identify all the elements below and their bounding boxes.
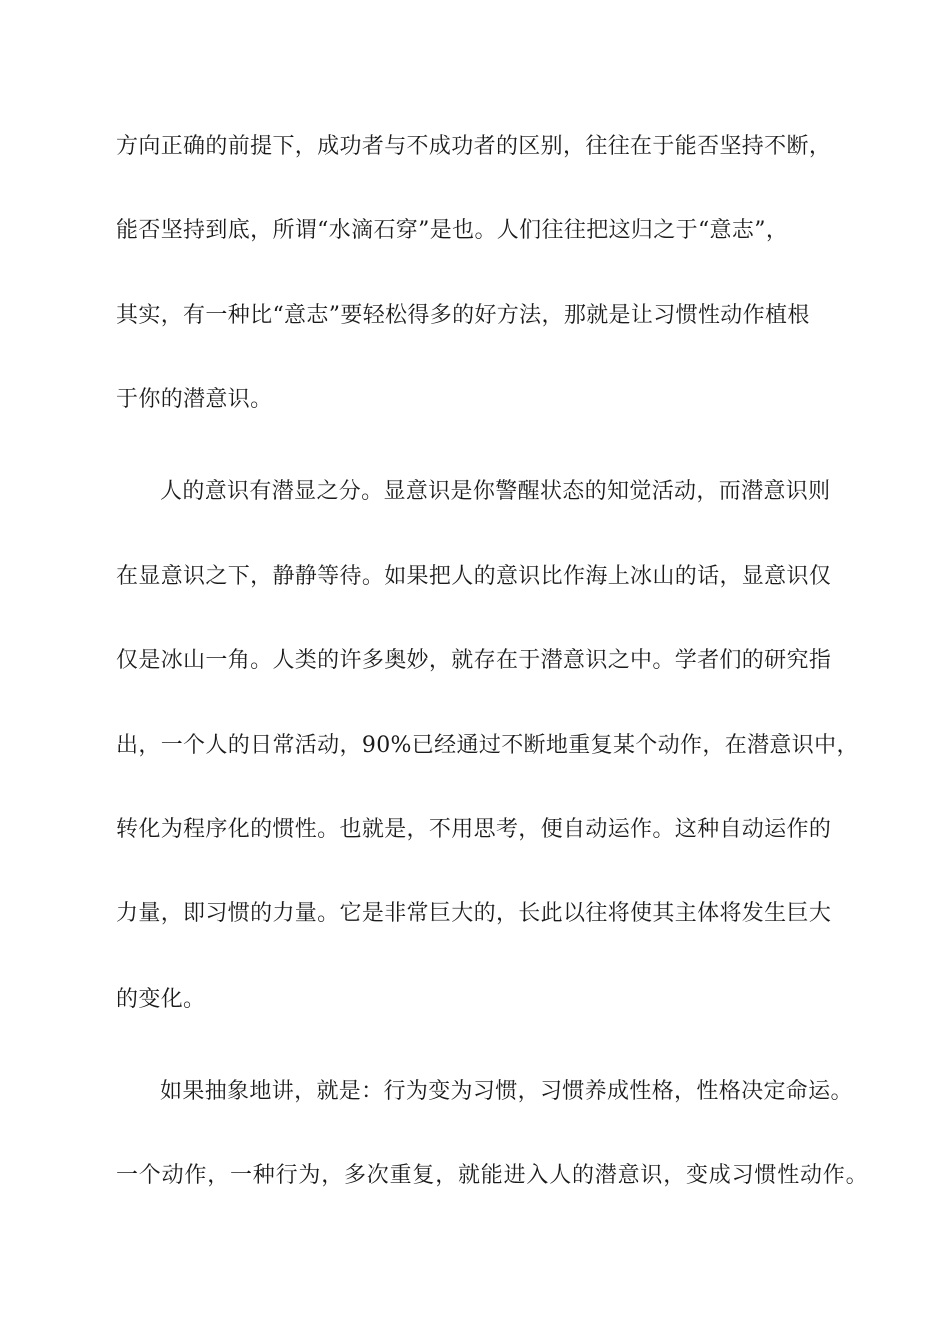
- paragraph-1-line-2: 能否坚持到底，所谓“水滴石穿”是也。人们往往把这归之于“意志”，: [116, 218, 789, 243]
- paragraph-2-line-3: 仅是冰山一角。人类的许多奥妙，就存在于潜意识之中。学者们的研究指: [116, 648, 832, 673]
- paragraph-2-line-7: 的变化。: [116, 987, 206, 1012]
- paragraph-3-line-1: 如果抽象地讲，就是：行为变为习惯，习惯养成性格，性格决定命运。: [160, 1079, 853, 1104]
- paragraph-1-line-3: 其实，有一种比“意志”要轻松得多的好方法，那就是让习惯性动作植根: [116, 303, 810, 328]
- paragraph-1-line-1: 方向正确的前提下，成功者与不成功者的区别，往往在于能否坚持不断，: [116, 134, 832, 159]
- paragraph-2-line-4: 出，一个人的日常活动，90%已经通过不断地重复某个动作，在潜意识中，: [116, 733, 859, 758]
- paragraph-2-line-1: 人的意识有潜显之分。显意识是你警醒状态的知觉活动，而潜意识则: [160, 479, 831, 504]
- paragraph-2-line-5: 转化为程序化的惯性。也就是，不用思考，便自动运作。这种自动运作的: [116, 817, 832, 842]
- paragraph-3-line-2: 一个动作，一种行为，多次重复，就能进入人的潜意识，变成习惯性动作。: [116, 1163, 869, 1188]
- paragraph-2-line-6: 力量，即习惯的力量。它是非常巨大的，长此以往将使其主体将发生巨大: [116, 901, 832, 926]
- paragraph-1-line-4: 于你的潜意识。: [116, 387, 273, 412]
- paragraph-2-line-2: 在显意识之下，静静等待。如果把人的意识比作海上冰山的话，显意识仅: [116, 564, 832, 589]
